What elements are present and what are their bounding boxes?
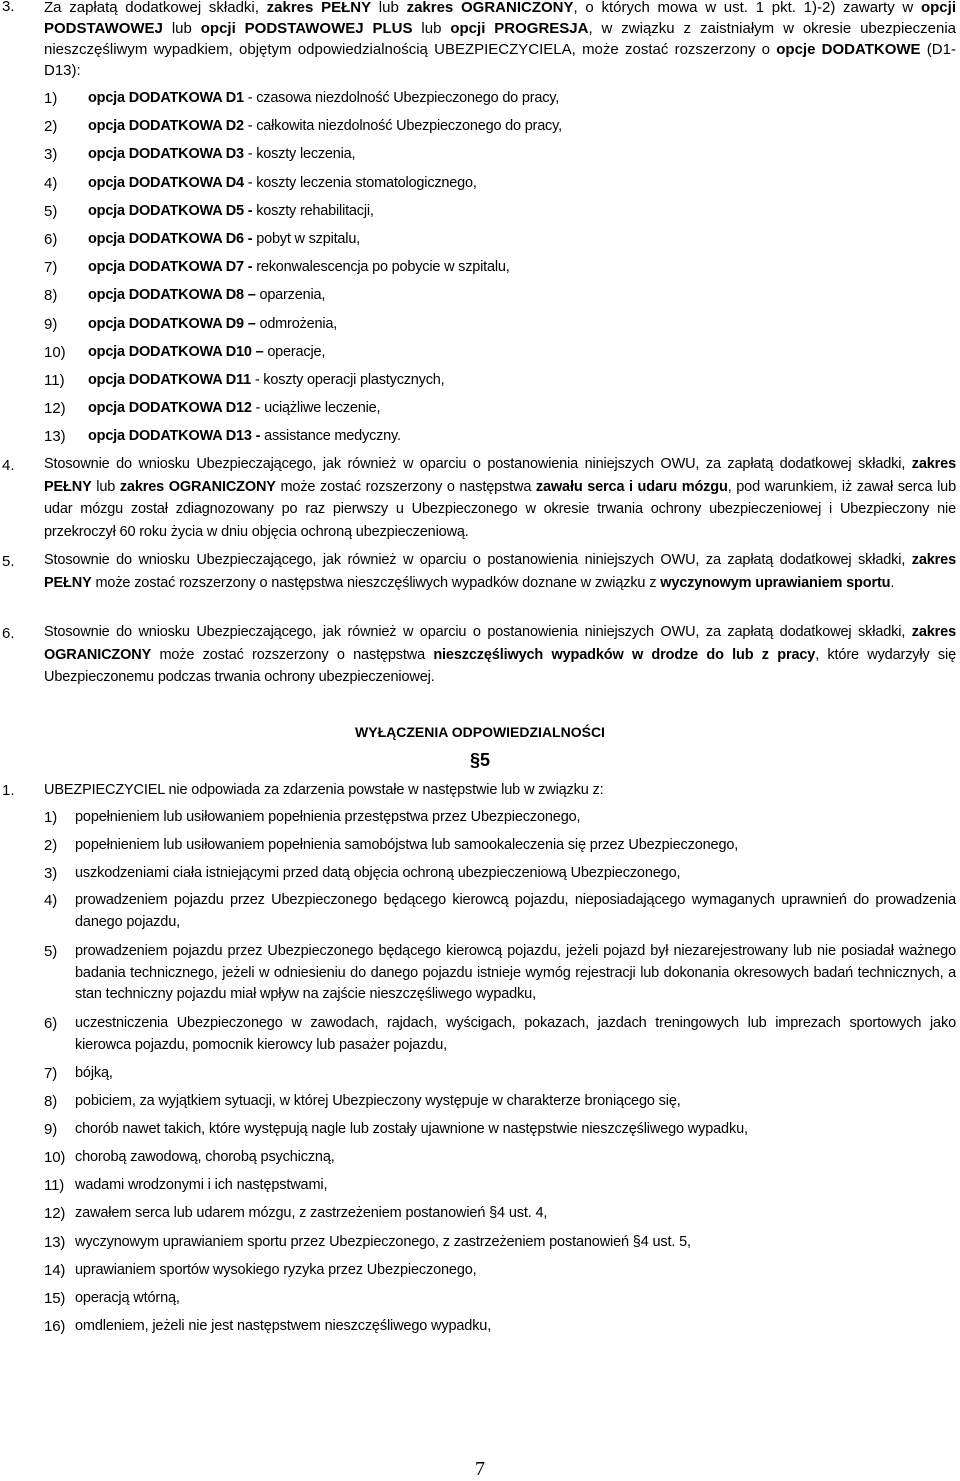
p3-run-5: opcji PODSTAWOWEJ [44,0,956,37]
p3-run-12: (D1-D13): [44,41,956,79]
option-description: odmrożenia, [259,315,338,332]
p6-run-0: Stosownie do wniosku Ubezpieczającego, jak również w oparciu o postanowienia niniejszych OWU, za zapłatą dodatkowej składki, [44,624,912,640]
option-description: assistance medyczny. [264,428,401,445]
option-item [88,400,380,416]
option-item [88,146,355,162]
p3-run-6: lub [162,20,201,37]
point-3-number: 3. [2,0,15,15]
exclusion-number: 15) [44,1290,66,1307]
option-number: 8) [44,287,58,305]
option-number: 2) [44,118,58,136]
option-separator: - [243,146,257,163]
exclusions-number: 1. [2,782,15,799]
option-separator: - [243,174,257,191]
p6-run-2: może zostać rozszerzony o następstwa [151,646,434,663]
exclusion-item [44,807,956,829]
exclusion-number: 4) [44,892,58,909]
p6-run-3: nieszczęśliwych wypadków w drodze do lub z pracy [433,646,816,663]
exclusion-text: pobiciem, za wyjątkiem sytuacji, w której Ubezpieczony występuje w charakterze broniącego się, [75,1093,681,1109]
point-5-number: 5. [2,553,15,570]
exclusion-item [44,941,956,1006]
option-description: koszty rehabilitacji, [256,202,374,219]
exclusion-number: 10) [44,1149,66,1166]
exclusion-text: chorób nawet takich, które występują nagle lub zostały ujawnione w następstwie nieszczęśliwego wypadku, [75,1121,748,1137]
exclusion-item [44,1013,956,1056]
option-label: opcja DODATKOWA D7 [88,259,244,276]
point-4-number: 4. [2,457,15,474]
option-label: opcja DODATKOWA D6 [88,231,244,247]
exclusion-item [44,1232,956,1254]
exclusion-item [44,890,956,933]
p6-run-4: , które wydarzyły się Ubezpieczonemu podczas trwania ochrony ubezpieczeniowej. [44,646,956,685]
option-label: opcja DODATKOWA D9 [88,315,244,332]
option-separator: - [243,259,257,276]
option-separator: - [251,428,265,445]
exclusion-number: 7) [44,1065,58,1082]
exclusion-number: 3) [44,865,58,882]
exclusion-number: 8) [44,1093,58,1110]
p3-run-7: opcji PODSTAWOWEJ PLUS [200,20,413,37]
option-item [88,175,477,191]
p3-run-4: , o których mowa w ust. 1 pkt. 1)-2) zawarty w [573,0,921,16]
p5-run-3: wyczynowym uprawianiem sportu [660,574,891,591]
option-item [88,118,562,134]
exclusion-item [44,835,956,857]
option-number: 7) [44,259,58,277]
option-item [88,372,444,388]
p5-run-2: może zostać rozszerzony o następstwa nieszczęśliwych wypadków doznane w związku z [91,574,661,591]
option-description: rekonwalescencja po pobycie w szpitalu, [256,259,510,276]
p4-run-6: , pod warunkiem, iż zawał serca lub udar mózgu został zdiagnozowany po raz pierwszy u Ubezpieczonego w okresie trwania ochrony ubezpieczeniowej i Ubezpieczony nie przekroczył 60 roku życia w dniu objęcia ochroną ubezpieczeniową. [44,478,956,540]
point-4-text [44,453,956,543]
exclusions-intro: UBEZPIECZYCIEL nie odpowiada za zdarzenia powstałe w następstwie lub w związku z: [44,782,604,798]
option-item [88,428,401,444]
exclusion-text: prowadzeniem pojazdu przez Ubezpieczonego będącego kierowcą pojazdu, jeżeli pojazd był niezarejestrowany lub nie posiadał ważnego badania technicznego, jeżeli w odniesieniu do danego pojazdu istnieje wymóg rejestracji lub dokonania okresowych badań technicznych, a stan techniczny pojazdu miał wpływ na zajście nieszczęśliwego wypadku, [75,943,956,1002]
option-description: oparzenia, [259,287,326,304]
exclusion-item [44,1203,956,1225]
point-6-number: 6. [2,625,15,642]
option-number: 10) [44,343,66,361]
exclusion-item [44,1091,956,1113]
exclusion-number: 12) [44,1205,66,1222]
exclusion-text: uszkodzeniami ciała istniejącymi przed datą objęcia ochroną ubezpieczeniową Ubezpieczonego, [75,865,681,881]
exclusion-number: 13) [44,1234,66,1251]
option-number: 13) [44,428,66,446]
option-label: opcja DODATKOWA D11 [88,372,251,388]
option-label: opcja DODATKOWA D4 [88,174,244,191]
exclusion-number: 6) [44,1015,58,1032]
option-number: 11) [44,372,65,389]
option-description: całkowita niezdolność Ubezpieczonego do pracy, [256,118,562,135]
exclusion-item [44,1260,956,1282]
exclusion-number: 2) [44,837,58,854]
p5-run-0: Stosownie do wniosku Ubezpieczającego, jak również w oparciu o postanowienia niniejszych OWU, za zapłatą dodatkowej składki, [44,552,912,568]
p3-run-0: Za zapłatą dodatkowej składki, [44,0,267,16]
p4-run-3: zakres OGRANICZONY [119,478,276,495]
exclusion-number: 9) [44,1121,58,1138]
option-item [88,231,360,247]
option-separator: - [243,202,257,219]
option-separator: - [251,400,265,417]
exclusion-text: prowadzeniem pojazdu przez Ubezpieczonego będącego kierowcą pojazdu, nieposiadającego wymaganych uprawnień do prowadzenia danego pojazdu, [75,892,956,930]
option-label: opcja DODATKOWA D8 [88,287,244,304]
option-description: uciążliwe leczenie, [264,400,381,417]
exclusion-text: uprawianiem sportów wysokiego ryzyka przez Ubezpieczonego, [75,1262,477,1278]
option-number: 3) [44,146,58,164]
section-heading: WYŁĄCZENIA ODPOWIEDZIALNOŚCI [355,724,605,740]
p5-run-1: zakres PEŁNY [44,552,956,591]
option-separator: – [243,315,260,332]
exclusion-number: 16) [44,1318,66,1335]
exclusion-text: chorobą zawodową, chorobą psychiczną, [75,1149,335,1165]
exclusion-text: bójką, [75,1065,113,1081]
option-separator: - [243,118,257,135]
option-separator: – [251,343,268,360]
p3-run-11: opcje DODATKOWE [776,41,921,58]
p4-run-2: lub [91,478,120,495]
option-separator: - [250,372,264,388]
option-description: czasowa niezdolność Ubezpieczonego do pracy, [256,90,560,106]
option-item [88,344,325,360]
p5-run-4: . [890,574,895,591]
option-label: opcja DODATKOWA D13 [88,428,252,445]
point-5-text [44,549,956,594]
p3-run-9: opcji PROGRESJA [450,20,589,37]
option-description: koszty leczenia stomatologicznego, [256,174,477,191]
page-number: 7 [475,1458,485,1480]
exclusion-text: zawałem serca lub udarem mózgu, z zastrzeżeniem postanowień §4 ust. 4, [75,1205,548,1221]
p3-run-10: , w związku z zaistniałym w okresie ubezpieczenia nieszczęśliwym wypadkiem, objętym odpowiedzialnością UBEZPIECZYCIELA, może zostać rozszerzony o [44,20,956,58]
option-number: 6) [44,231,58,248]
option-description: operacje, [267,343,326,360]
exclusion-number: 11) [44,1177,65,1194]
point-3-text [44,0,956,81]
option-label: opcja DODATKOWA D10 [88,343,252,360]
exclusion-text: wyczynowym uprawianiem sportu przez Ubezpieczonego, z zastrzeżeniem postanowień §4 ust. 5, [75,1234,691,1250]
exclusion-text: popełnieniem lub usiłowaniem popełnienia przestępstwa przez Ubezpieczonego, [75,809,581,825]
option-separator: - [243,231,257,247]
section-paragraph-symbol: §5 [469,750,491,770]
option-description: koszty operacji plastycznych, [263,372,445,388]
exclusion-number: 1) [44,809,58,826]
exclusion-item [44,863,956,885]
exclusion-text: operacją wtórną, [75,1290,180,1306]
option-label: opcja DODATKOWA D12 [88,400,252,417]
option-label: opcja DODATKOWA D3 [88,146,244,163]
exclusion-item [44,1288,956,1310]
option-number: 1) [44,90,58,107]
option-description: pobyt w szpitalu, [256,231,361,247]
option-item [88,90,559,106]
option-number: 9) [44,315,58,333]
p4-run-0: Stosownie do wniosku Ubezpieczającego, jak również w oparciu o postanowienia niniejszych OWU, za zapłatą dodatkowej składki, [44,456,912,472]
option-number: 5) [44,202,58,220]
option-item [88,316,337,332]
p3-run-8: lub [412,20,451,37]
option-item [88,287,325,303]
p6-run-1: zakres OGRANICZONY [44,624,956,663]
exclusion-item [44,1063,956,1085]
exclusion-number: 14) [44,1262,66,1279]
p4-run-1: zakres PEŁNY [44,456,956,495]
point-6-text [44,621,956,689]
option-item [88,259,510,275]
exclusion-item [44,1119,956,1141]
exclusion-number: 5) [44,943,58,960]
exclusion-item [44,1147,956,1169]
option-number: 12) [44,400,66,418]
exclusion-item [44,1175,956,1197]
option-separator: – [243,287,260,304]
p3-run-3: zakres OGRANICZONY [406,0,574,16]
option-label: opcja DODATKOWA D5 [88,202,244,219]
exclusion-text: popełnieniem lub usiłowaniem popełnienia samobójstwa lub samookaleczenia się przez Ubezpieczonego, [75,837,739,853]
exclusion-text: uczestniczenia Ubezpieczonego w zawodach, rajdach, wyścigach, pokazach, jazdach treningowych lub imprezach sportowych jako kierowca pojazdu, pomocnik kierowcy lub pasażer pojazdu, [75,1015,956,1053]
option-item [88,203,374,219]
option-description: koszty leczenia, [256,146,356,163]
p4-run-5: zawału serca i udaru mózgu [535,478,728,495]
option-label: opcja DODATKOWA D1 [88,90,244,106]
option-number: 4) [44,174,58,192]
exclusion-text: wadami wrodzonymi i ich następstwami, [75,1177,328,1193]
option-separator: - [243,90,257,106]
p3-run-2: lub [371,0,407,16]
p3-run-1: zakres PEŁNY [266,0,372,16]
exclusion-text: omdleniem, jeżeli nie jest następstwem nieszczęśliwego wypadku, [75,1318,492,1334]
p4-run-4: może zostać rozszerzony o następstwa [275,478,536,495]
exclusion-item [44,1316,956,1338]
option-label: opcja DODATKOWA D2 [88,118,244,135]
